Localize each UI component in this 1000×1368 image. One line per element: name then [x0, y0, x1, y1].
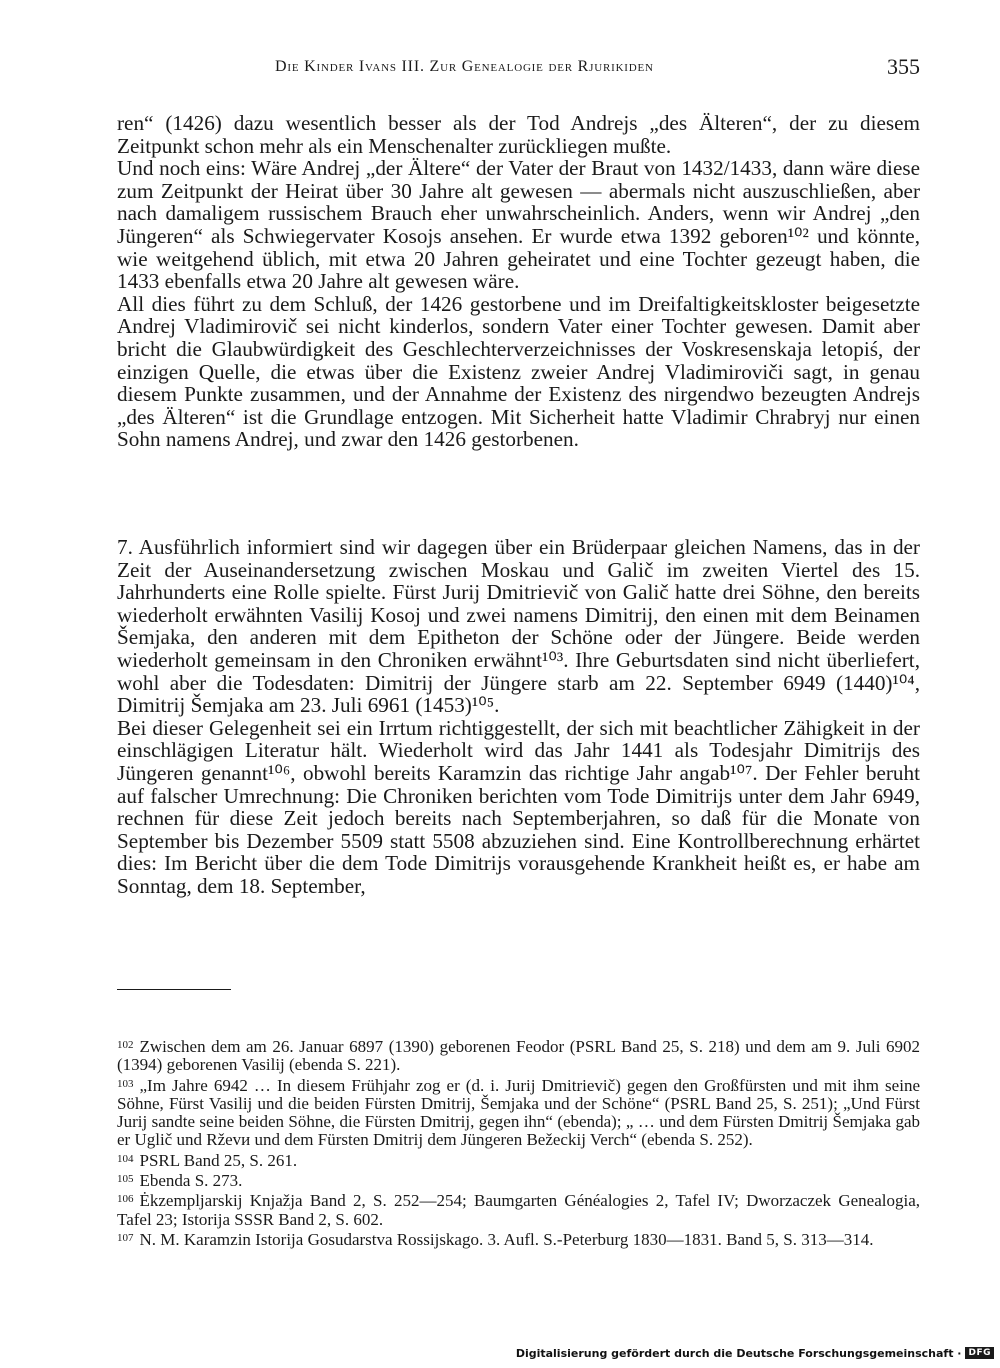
footnote-number: 102: [117, 1039, 134, 1051]
paragraph: Bei dieser Gelegenheit sei ein Irrtum richtiggestellt, der sich mit beachtlicher Zähigkeit in der einschlägigen Literatur hält. Wiederholt wird das Jahr 1441 als Todesjahr Dimitrijs des Jüngeren genannt¹⁰⁶, obwohl bereits Karamzin das richtige Jahr angab¹⁰⁷. Der Fehler beruht auf falscher Umrechnung: Die Chroniken berichten vom Tode Dimitrijs unter dem Jahr 6949, rechnen für diese Zeit jedoch bereits nach Septemberjahren, so daß für die Monate von September bis Dezember 5509 statt 5508 abzuziehen sind. Eine Kontrollberechnung erhärtet dies: Im Bericht über die dem Tode Dimitrijs vorausgehende Krankheit heißt es, er habe am Sonntag, dem 18. September,: [117, 715, 920, 898]
paragraph: Und noch eins: Wäre Andrej „der Ältere“ der Vater der Braut von 1432/1433, dann wäre diese zum Zeitpunkt der Heirat über 30 Jahre alt gewesen — abermals nicht auszuschließen, aber nach damaligem russischem Brauch eher unwahrscheinlich. Anders, wenn wir Andrej „den Jüngeren“ als Schwiegervater Kosojs ansehen. Er wurde etwa 1392 geboren¹⁰² und könnte, wie weitgehend üblich, mit etwa 20 Jahren geheiratet und eine Tochter gezeugt haben, die 1433 ebenfalls etwa 20 Jahre alt gewesen wäre.: [117, 156, 920, 294]
body-text-section-7: [117, 536, 920, 898]
footnote-number: 107: [117, 1231, 134, 1244]
footnote: [117, 1150, 920, 1170]
footnote: [117, 1190, 920, 1229]
footnote-text: „Im Jahre 6942 … In diesem Frühjahr zog er (d. i. Jurij Dmitrievič) gegen den Großfürsten und mit ihm seine Söhne, Fürst Vasilij und die beiden Fürsten Dmitrij, Šemjaka und der Schöne“ (PSRL Band 25, S. 251); „Und Fürst Jurij sandte seine beiden Söhne, die Fürsten Dmitrij, gegen ihn“ (ebenda); „ … und dem Fürsten Dmitrij Šemjaka gab er Uglič und Rževи und dem Fürsten Dmitrij dem Jüngeren Bežeckij Verch“ (ebenda S. 252).: [117, 1075, 920, 1150]
footnote-number: 104: [117, 1152, 134, 1165]
footnotes: [117, 1036, 920, 1249]
digitization-credit: [516, 1344, 994, 1362]
footnote-text: Ėkzempljarskij Knjažja Band 2, S. 252—254; Baumgarten Généalogies 2, Tafel IV; Dworzaczek Genealogia, Tafel 23; Istorija SSSR Band 2, S. 602.: [117, 1191, 920, 1229]
footnote-text: Ebenda S. 273.: [139, 1171, 243, 1191]
page-number: 355: [887, 54, 920, 79]
footnote-text: N. M. Karamzin Istorija Gosudarstva Rossijskago. 3. Aufl. S.-Peterburg 1830—1831. Band 5, S. 313—314.: [139, 1229, 874, 1249]
running-head: [0, 54, 1000, 84]
body-text-top: [117, 112, 920, 451]
footnote-divider: [117, 989, 231, 990]
paragraph: 7. Ausführlich informiert sind wir dagegen über ein Brüderpaar gleichen Namens, das in der Zeit der Auseinandersetzung zwischen Moskau und Galič im zweiten Viertel des 15. Jahrhunderts eine Rolle spielte. Fürst Jurij Dmitrievič von Galič hatte drei Söhne, den bereits wiederholt erwähnten Vasilij Kosoj und zwei namens Dimitrij, den einen mit dem Beinamen Šemjaka, den anderen mit dem Epitheton der Schöne oder der Jüngere. Beide werden wiederholt gemeinsam in den Chroniken erwähnt¹⁰³. Ihre Geburtsdaten sind nicht überliefert, wohl aber die Todesdaten: Dimitrij der Jüngere starb am 22. September 6949 (1440)¹⁰⁴, Dimitrij Šemjaka am 23. Juli 6961 (1453)¹⁰⁵.: [117, 535, 920, 718]
footnote-text: Zwischen dem am 26. Januar 6897 (1390) geborenen Feodor (PSRL Band 25, S. 218) und dem am 9. Juli 6902 (1394) geborenen Vasilij (ebenda S. 221).: [117, 1037, 920, 1075]
footnote-number: 106: [117, 1193, 134, 1206]
footnote: [117, 1075, 920, 1150]
footnote-text: PSRL Band 25, S. 261.: [139, 1150, 298, 1170]
credit-text: Digitalisierung gefördert durch die Deutsche Forschungsgemeinschaft ·: [515, 1346, 962, 1360]
running-title: Die Kinder Ivans III. Zur Genealogie der Rjurikiden: [275, 58, 654, 75]
paragraph: All dies führt zu dem Schluß, der 1426 gestorbene und im Dreifaltigkeitskloster beigesetzte Andrej Vladimirovič sei nicht kinderlos, sondern Vater einer Tochter gewesen. Damit aber bricht die Glaubwürdigkeit des Geschlechterverzeichnisses der Voskresenskaja letopiś, der einzigen Quelle, die etwas über die Existenz zweier Andrej Vladimiroviči sagt, in genau diesem Punkte zusammen, und der Annahme der Existenz des nirgendwo bezeugten Andrejs „des Älteren“ ist die Grundlage entzogen. Mit Sicherheit hatte Vladimir Chrabryj nur einen Sohn namens Andrej, und zwar den 1426 gestorbenen.: [117, 291, 920, 452]
footnote-number: 105: [117, 1173, 134, 1186]
footnote: [117, 1036, 920, 1075]
paragraph: ren“ (1426) dazu wesentlich besser als der Tod Andrejs „des Älteren“, der zu diesem Zeitpunkt schon mehr als ein Menschenalter zurückliegen mußte.: [117, 111, 920, 158]
footnote: [117, 1170, 920, 1190]
dfg-logo: DFG: [965, 1347, 994, 1359]
footnote-number: 103: [117, 1077, 134, 1090]
footnote: [117, 1229, 920, 1249]
